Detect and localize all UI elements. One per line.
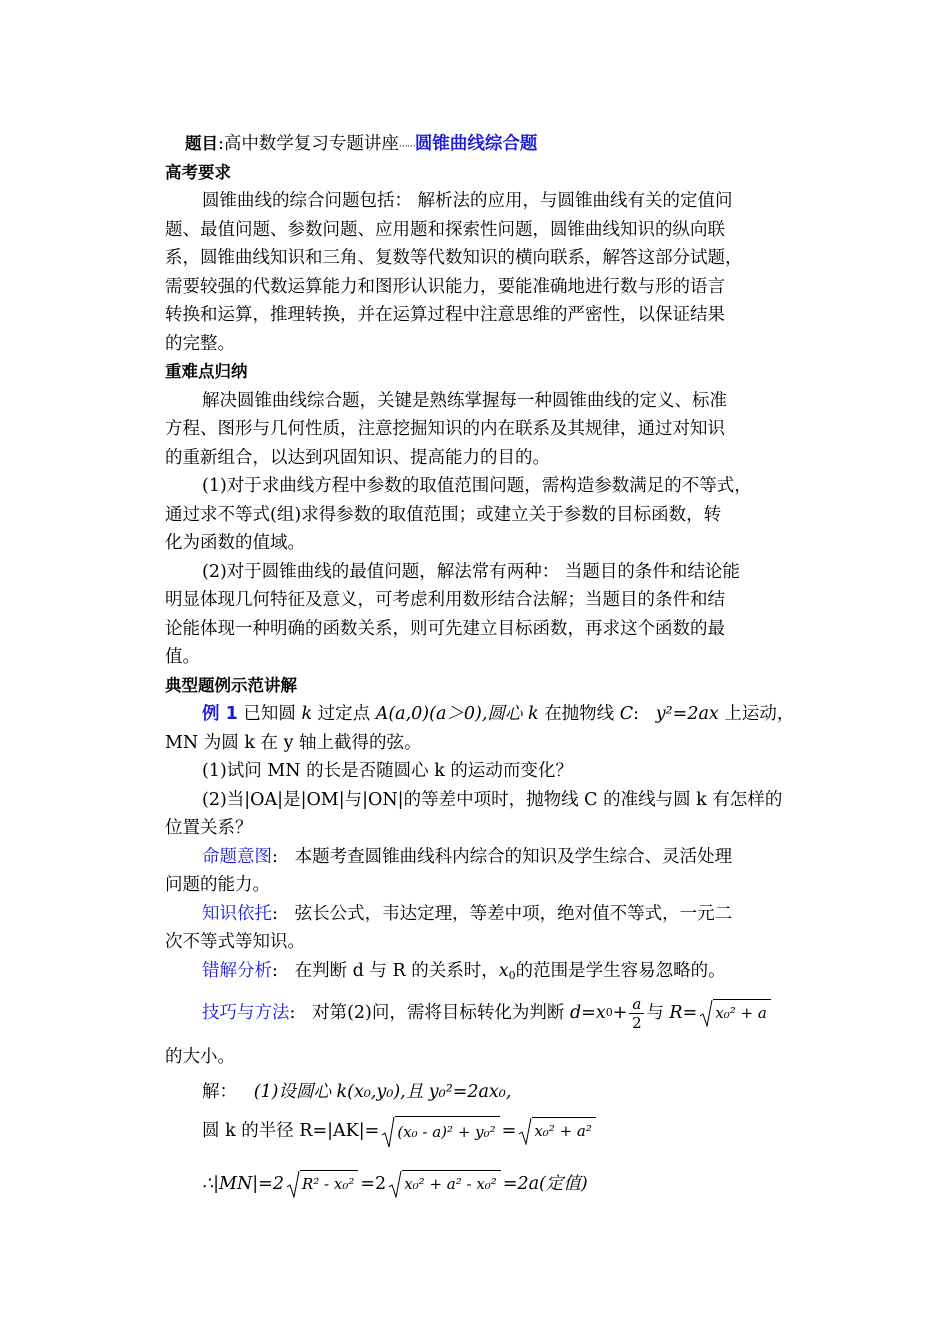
solution-step1: 解： (1)设圆心 k(x₀,y₀),且 y₀²=2ax₀, bbox=[202, 1081, 512, 1102]
sqrt-chord: R² - x₀² bbox=[286, 1170, 358, 1199]
basis-line: 知识依托: 弦长公式，韦达定理，等差中项，绝对值不等式，一元二 bbox=[202, 903, 733, 924]
exam-line: 题、最值问题、参数问题、应用题和探索性问题，圆锥曲线知识的纵向联 bbox=[165, 219, 725, 240]
basis-label: 知识依托 bbox=[202, 903, 272, 924]
example1-question2: (2)当|OA|是|OM|与|ON|的等差中项时，抛物线 C 的准线与圆 k 有怎样的 bbox=[202, 789, 783, 810]
example1-line1: 例 1 已知圆 k 过定点 A(a,0)(a＞0),圆心 k 在抛物线 C: y²=2ax 上运动， bbox=[202, 704, 795, 724]
point1-line: 化为函数的值域。 bbox=[165, 533, 305, 553]
title-line bbox=[165, 130, 790, 159]
exam-line: 系，圆锥曲线知识和三角、复数等代数知识的横向联系，解答这部分试题， bbox=[165, 248, 743, 268]
point1-line: (1)对于求曲线方程中参数的取值范围问题，需构造参数满足的不等式， bbox=[202, 476, 752, 496]
heading-exam: 高考要求 bbox=[165, 162, 231, 182]
intent-line: 命题意图: 本题考查圆锥曲线科内综合的知识及学生综合、灵活处理 bbox=[202, 846, 733, 867]
error-label: 错解分析 bbox=[202, 960, 272, 981]
sqrt-radius-formula: (x₀ - a)² + y₀² bbox=[381, 1116, 499, 1147]
exam-line: 的完整。 bbox=[165, 333, 235, 354]
error-line: 错解分析: 在判断 d 与 R 的关系时，$x_0$的范围是学生容易忽略的。 bbox=[202, 960, 726, 982]
intent-label: 命题意图 bbox=[202, 846, 272, 867]
point2-line: 明显体现几何特征及意义，可考虑利用数形结合法解；当题目的条件和结 bbox=[165, 590, 725, 610]
sqrt-radius-simplified: x₀² + a² bbox=[518, 1117, 596, 1146]
title-prefix: 高中数学复习专题讲座 bbox=[223, 134, 399, 154]
exam-line: 需要较强的代数运算能力和图形认识能力，要能准确地进行数与形的语言 bbox=[165, 276, 725, 297]
skill-line-cont: 的大小。 bbox=[165, 1047, 235, 1067]
example1-label: 例 1 bbox=[202, 704, 238, 724]
basis-line-cont: 次不等式等知识。 bbox=[165, 932, 305, 952]
solution-step2: 圆 k 的半径 R=|AK|= (x₀ - a)² + y₀² = x₀² + a² bbox=[165, 1106, 790, 1156]
sqrt-radius: x₀² + a bbox=[699, 999, 771, 1028]
sqrt-chord-expanded: x₀² + a² - x₀² bbox=[388, 1170, 501, 1199]
key-line: 方程、图形与几何性质，注意挖掘知识的内在联系及其规律，通过对知识 bbox=[165, 419, 725, 439]
point2-line: (2)对于圆锥曲线的最值问题，解法常有两种： 当题目的条件和结论能 bbox=[202, 561, 740, 582]
skill-label: 技巧与方法 bbox=[202, 1002, 290, 1023]
key-line: 解决圆锥曲线综合题，关键是熟练掌握每一种圆锥曲线的定义、标准 bbox=[202, 390, 727, 411]
exam-line: 圆锥曲线的综合问题包括： 解析法的应用，与圆锥曲线有关的定值问 bbox=[202, 191, 733, 211]
document-page bbox=[165, 130, 795, 1212]
exam-line: 转换和运算，推理转换，并在运算过程中注意思维的严密性，以保证结果 bbox=[165, 305, 725, 325]
parabola-equation: y²=2ax bbox=[655, 704, 719, 724]
skill-line: 技巧与方法 : 对第(2)问，需将目标转化为判断 d=x 0 + $\frac{a}{2}$ 与 R= x₀² + a bbox=[165, 985, 790, 1041]
point2-line: 论能体现一种明确的函数关系，则可先建立目标函数，再求这个函数的最 bbox=[165, 618, 725, 639]
title-label: 题目 bbox=[185, 134, 218, 153]
example1-question2-cont: 位置关系？ bbox=[165, 818, 253, 838]
heading-examples: 典型题例示范讲解 bbox=[165, 675, 297, 695]
example1-question1: (1)试问 MN 的长是否随圆心 k 的运动而变化？ bbox=[202, 761, 573, 781]
solution-label: 解： bbox=[202, 1081, 237, 1102]
title-topic: 圆锥曲线综合题 bbox=[414, 134, 538, 154]
title-dots: …… bbox=[398, 139, 415, 150]
key-line: 的重新组合，以达到巩固知识、提高能力的目的。 bbox=[165, 447, 550, 468]
point2-line: 值。 bbox=[165, 647, 200, 667]
point1-line: 通过求不等式(组)求得参数的取值范围；或建立关于参数的目标函数，转 bbox=[165, 504, 722, 525]
example1-line2: MN 为圆 k 在 y 轴上截得的弦。 bbox=[165, 732, 422, 753]
title-colon: : bbox=[218, 134, 224, 154]
heading-key-points: 重难点归纳 bbox=[165, 362, 248, 381]
fraction-a-over-2: $\frac{a}{2}$ bbox=[629, 995, 644, 1032]
solution-step3: ∴|MN|=2 R² - x₀² =2 x₀² + a² - x₀² =2a(定值) bbox=[165, 1156, 790, 1212]
intent-line-cont: 问题的能力。 bbox=[165, 875, 270, 895]
